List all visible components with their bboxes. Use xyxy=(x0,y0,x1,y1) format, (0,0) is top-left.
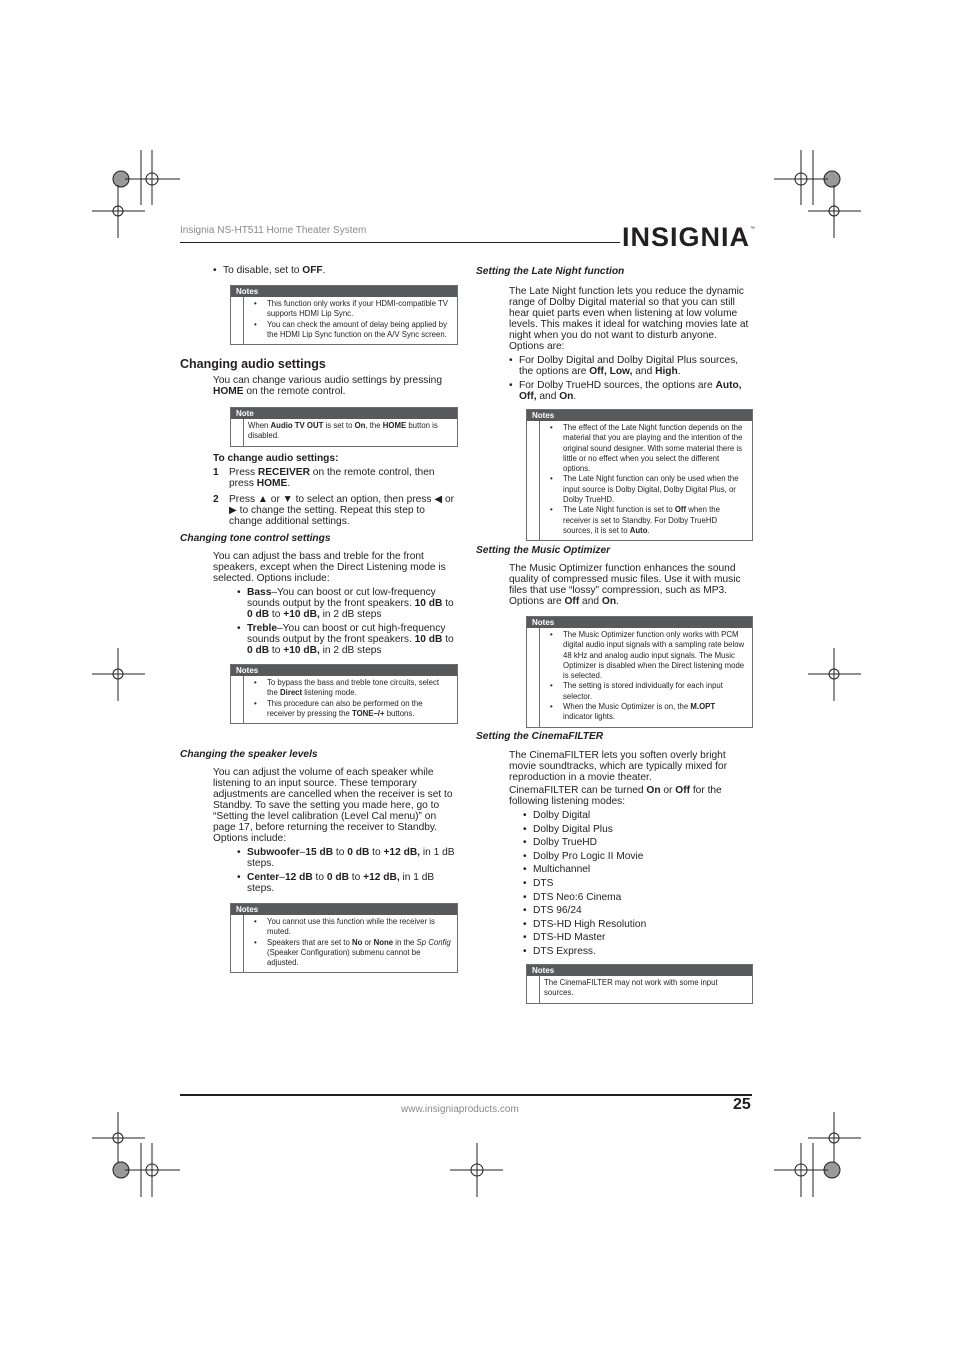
notes-box-lip-sync xyxy=(230,285,458,345)
step-2: 2 Press ▲ or ▼ to select an option, then press ◀ or ▶ to change the setting. Repeat this step to change additional settings. xyxy=(213,494,455,527)
note-box-audio-tv-out xyxy=(230,407,458,447)
notes-heading: Notes xyxy=(231,286,457,297)
svg-text:™: ™ xyxy=(750,226,755,232)
list-item: • DTS xyxy=(523,877,754,891)
center-bullet: • Center–12 dB to 0 dB to +12 dB, in 1 dB steps. xyxy=(237,872,460,894)
list-item: • DTS Neo:6 Cinema xyxy=(523,891,754,905)
header-rule xyxy=(180,242,620,243)
list-item: • DTS-HD Master xyxy=(523,931,754,945)
note-item: • This function only works if your HDMI-compatible TV supports HDMI Lip Sync. xyxy=(252,299,451,320)
cinemafilter-modes-intro: CinemaFILTER can be turned On or Off for the following listening modes: xyxy=(509,785,722,807)
note-item: • The Late Night function is set to Off when the receiver is set to Standby. For Dolby TrueHD sources, it is set to Auto. xyxy=(548,505,746,536)
heading-late-night: Setting the Late Night function xyxy=(476,266,625,277)
note-item: • Speakers that are set to No or None in the Sp Config (Speaker Configuration) submenu cannot be adjusted. xyxy=(252,938,451,969)
notes-box-music-optimizer xyxy=(526,616,753,728)
audio-procedure xyxy=(213,453,458,527)
notes-box-cinemafilter xyxy=(526,964,753,1004)
note-item: • The effect of the Late Night function depends on the material that you are playing and the intention of the original sound designer. With some material there is little or no effect when you select the different options. xyxy=(548,423,746,474)
subwoofer-bullet: • Subwoofer–15 dB to 0 dB to +12 dB, in 1 dB steps. xyxy=(237,847,460,869)
late-night-intro: The Late Night function lets you reduce the dynamic range of Dolby Digital material so that you can still hear quiet parts even when listening at low volume levels. This makes it ideal for watching movies late at night when you do not want to disturb anyone. Options are: xyxy=(509,286,749,352)
note-item: • When the Music Optimizer is on, the M.OPT indicator lights. xyxy=(548,702,746,723)
cinemafilter-intro: The CinemaFILTER lets you soften overly bright movie soundtracks, which are typically mixed for reproduction in a movie theater. xyxy=(509,750,727,783)
list-item: • Dolby Digital Plus xyxy=(523,823,754,837)
disable-bullet: • To disable, set to OFF. xyxy=(213,265,460,276)
music-optimizer-section xyxy=(476,545,754,607)
note-item: • You cannot use this function while the receiver is muted. xyxy=(252,917,451,938)
notes-heading: Notes xyxy=(527,965,752,976)
heading-tone-control: Changing tone control settings xyxy=(180,533,331,544)
cinemafilter-section xyxy=(476,731,754,959)
note-item: The CinemaFILTER may not work with some input sources. xyxy=(539,976,752,1003)
heading-music-optimizer: Setting the Music Optimizer xyxy=(476,545,611,556)
notes-box-tone xyxy=(230,664,458,724)
speaker-intro: You can adjust the volume of each speaker while listening to an input source. These temporary adjustments are cancelled when the receiver is set to Standby. To save the setting you made here, go to “Setting the level calibration (Level Cal menu)” on page 17, before returning the receiver to Standby. Options include: xyxy=(213,767,453,844)
heading-speaker-levels: Changing the speaker levels xyxy=(180,749,318,760)
left-column xyxy=(180,265,460,276)
running-header-title: Insignia NS-HT511 Home Theater System xyxy=(180,225,367,236)
note-item: When Audio TV OUT is set to On, the HOME button is disabled. xyxy=(243,419,457,446)
insignia-logo xyxy=(622,220,754,250)
late-night-bullet-truehd: • For Dolby TrueHD sources, the options are Auto, Off, and On. xyxy=(509,380,754,402)
list-item: • Dolby Pro Logic II Movie xyxy=(523,850,754,864)
note-item: • This procedure can also be performed on the receiver by pressing the TONE–/+ buttons. xyxy=(252,699,451,720)
list-item: • DTS-HD High Resolution xyxy=(523,918,754,932)
procedure-title: To change audio settings: xyxy=(213,453,339,464)
note-item: • The Music Optimizer function only works with PCM digital audio input signals with a sampling rate below 48 kHz and analog audio input signals. The Music Optimizer is disabled when the Direct listening mode is selected. xyxy=(548,630,746,681)
notes-heading: Notes xyxy=(231,904,457,915)
tone-section xyxy=(180,533,460,656)
list-item: • DTS 96/24 xyxy=(523,904,754,918)
listening-modes-list xyxy=(523,809,754,959)
audio-section xyxy=(180,359,460,397)
notes-heading: Notes xyxy=(527,410,752,421)
note-item: • To bypass the bass and treble tone circuits, select the Direct listening mode. xyxy=(252,678,451,699)
notes-heading: Notes xyxy=(231,665,457,676)
heading-cinemafilter: Setting the CinemaFILTER xyxy=(476,731,604,742)
note-item: • You can check the amount of delay being applied by the HDMI Lip Sync function on the A/V Sync screen. xyxy=(252,320,451,341)
audio-intro: You can change various audio settings by pressing HOME on the remote control. xyxy=(213,375,442,397)
music-optimizer-intro: The Music Optimizer function enhances the sound quality of compressed music files. Use it with music files that use “lossy” compression, such as MP3. Options are Off and On. xyxy=(509,563,741,607)
footer-url: www.insigniaproducts.com xyxy=(401,1104,519,1115)
step-1: 1 Press RECEIVER on the remote control, then press HOME. xyxy=(213,467,435,489)
footer-rule xyxy=(180,1094,752,1096)
notes-box-speaker xyxy=(230,903,458,973)
notes-heading: Notes xyxy=(527,617,752,628)
list-item: • Multichannel xyxy=(523,863,754,877)
late-night-section xyxy=(476,266,754,402)
speaker-section xyxy=(180,749,460,894)
list-item: • DTS Express. xyxy=(523,945,754,959)
heading-changing-audio-settings: Changing audio settings xyxy=(180,357,326,371)
tone-intro: You can adjust the bass and treble for the front speakers, except when the Direct Listening mode is selected. Options include: xyxy=(213,551,446,584)
treble-bullet: • Treble–You can boost or cut high-frequency sounds output by the front speakers. 10 dB to 0 dB to +10 dB, in 2 dB steps xyxy=(237,623,460,656)
note-heading: Note xyxy=(231,408,457,419)
notes-box-late-night xyxy=(526,409,753,541)
svg-text:INSIGNIA: INSIGNIA xyxy=(622,222,751,252)
note-item: • The setting is stored individually for each input selector. xyxy=(548,681,746,702)
bass-bullet: • Bass–You can boost or cut low-frequency sounds output by the front speakers. 10 dB to 0 dB to +10 dB, in 2 dB steps xyxy=(237,587,460,620)
note-item: • The Late Night function can only be used when the input source is Dolby Digital, Dolby Digital Plus, or Dolby TrueHD. xyxy=(548,474,746,505)
late-night-bullet-dolby: • For Dolby Digital and Dolby Digital Plus sources, the options are Off, Low, and High. xyxy=(509,355,754,377)
page-number: 25 xyxy=(733,1096,751,1113)
list-item: • Dolby TrueHD xyxy=(523,836,754,850)
list-item: • Dolby Digital xyxy=(523,809,754,823)
